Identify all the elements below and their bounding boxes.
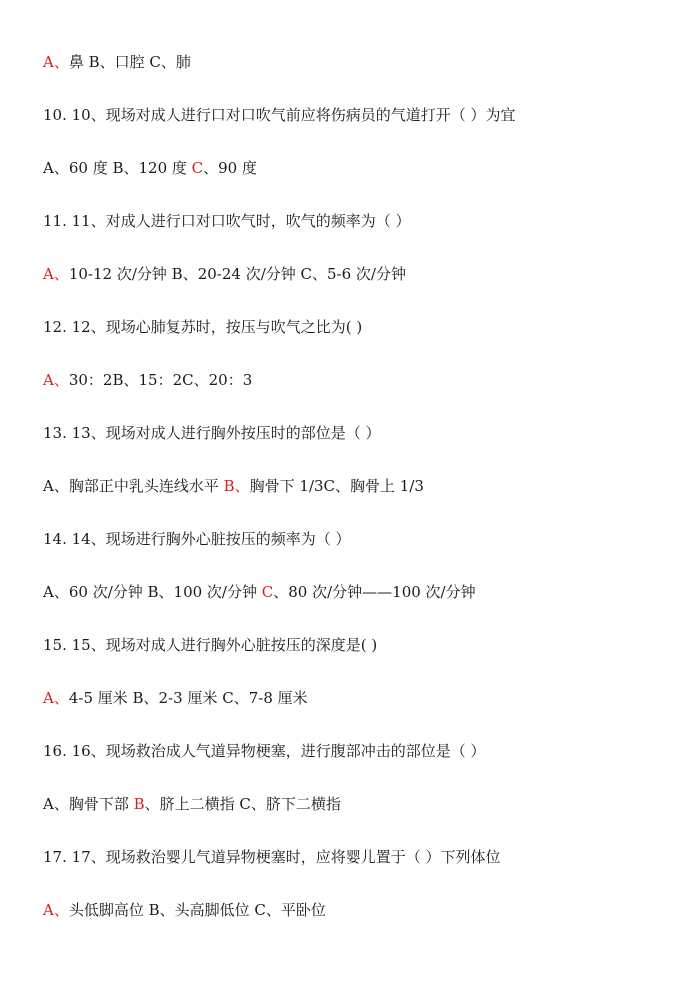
answer-marker: C xyxy=(191,159,204,177)
answer-marker: A、 xyxy=(43,371,69,389)
question-line xyxy=(43,317,362,337)
answer-marker: A、 xyxy=(43,689,69,707)
question-text: 13. 13、现场对成人进行胸外按压时的部位是（ ） xyxy=(43,424,381,442)
question-text: 10. 10、现场对成人进行口对口吹气前应将伤病员的气道打开（ ）为宜 xyxy=(43,106,516,124)
question-line xyxy=(43,635,377,655)
question-text: 12. 12、现场心肺复苏时，按压与吹气之比为( ) xyxy=(43,318,363,336)
option-text: 胸骨下 1/3C、胸骨上 1/3 xyxy=(249,477,424,495)
option-text: 、脐上二横指 C、脐下二横指 xyxy=(144,795,341,813)
option-text: 头低脚高位 B、头高脚低位 C、平卧位 xyxy=(68,901,326,919)
option-text: 4-5 厘米 B、2-3 厘米 C、7-8 厘米 xyxy=(68,689,308,707)
answer-marker: B xyxy=(133,795,145,813)
question-text: 16. 16、现场救治成人气道异物梗塞，进行腹部冲击的部位是（ ） xyxy=(43,742,486,760)
options-line xyxy=(43,476,424,496)
options-line xyxy=(43,370,252,390)
question-line xyxy=(43,847,500,867)
question-text: 17. 17、现场救治婴儿气道异物梗塞时，应将婴儿置于（ ）下列体位 xyxy=(43,848,501,866)
options-line xyxy=(43,900,326,920)
question-text: 11. 11、对成人进行口对口吹气时，吹气的频率为（ ） xyxy=(43,212,411,230)
option-text: A、胸骨下部 xyxy=(43,795,134,813)
options-line xyxy=(43,52,191,72)
options-line xyxy=(43,582,476,602)
answer-marker: A、 xyxy=(43,53,69,71)
answer-marker: B、 xyxy=(223,477,250,495)
option-text: 鼻 B、口腔 C、肺 xyxy=(68,53,191,71)
answer-marker: A、 xyxy=(43,265,69,283)
question-line xyxy=(43,423,380,443)
question-line xyxy=(43,529,350,549)
option-text: 、80 次/分钟——100 次/分钟 xyxy=(273,583,476,601)
question-text: 14. 14、现场进行胸外心脏按压的频率为（ ） xyxy=(43,530,351,548)
option-text: 、90 度 xyxy=(203,159,257,177)
option-text: 30：2B、15：2C、20：3 xyxy=(68,371,253,389)
options-line xyxy=(43,264,406,284)
question-line xyxy=(43,741,485,761)
answer-marker: A、 xyxy=(43,901,69,919)
answer-marker: C xyxy=(261,583,274,601)
option-text: A、60 度 B、120 度 xyxy=(43,159,192,177)
option-text: 10-12 次/分钟 B、20-24 次/分钟 C、5-6 次/分钟 xyxy=(68,265,406,283)
options-line xyxy=(43,794,341,814)
option-text: A、60 次/分钟 B、100 次/分钟 xyxy=(43,583,262,601)
options-line xyxy=(43,688,308,708)
options-line xyxy=(43,158,257,178)
option-text: A、胸部正中乳头连线水平 xyxy=(43,477,224,495)
question-line xyxy=(43,211,410,231)
question-line xyxy=(43,105,515,125)
question-text: 15. 15、现场对成人进行胸外心脏按压的深度是( ) xyxy=(43,636,378,654)
